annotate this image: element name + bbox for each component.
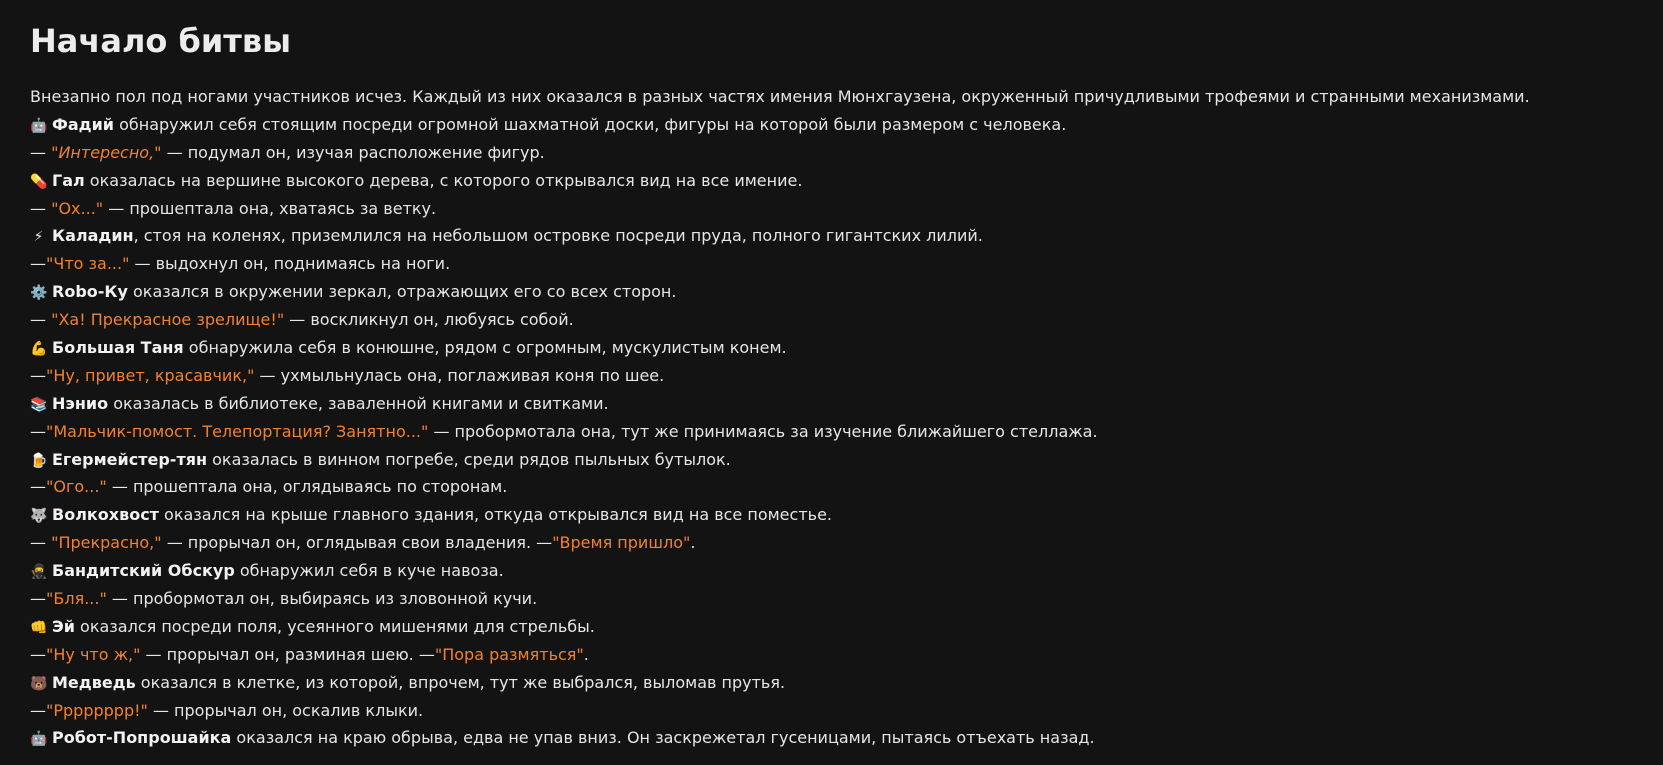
character-description: оказался в клетке, из которой, впрочем, тут же выбрался, выломав прутья.: [135, 672, 786, 692]
dialogue-line: [30, 139, 1633, 167]
pill-icon: 💊: [30, 173, 48, 190]
dialogue-narration: — пробормотала она, тут же принимаясь за изучение ближайшего стеллажа.: [428, 421, 1098, 441]
dialogue-line: [30, 195, 1633, 223]
dialogue-dash: —: [30, 421, 46, 441]
lightning-icon: ⚡: [33, 229, 44, 246]
dialogue-dash: —: [30, 700, 46, 720]
character-name: Робот-Попрошайка: [52, 728, 232, 748]
dialogue-narration: — прошептала она, хватаясь за ветку.: [103, 198, 437, 218]
ninja-icon: 🥷: [30, 564, 48, 581]
intro-paragraph: Внезапно пол под ногами участников исчез. Каждый из них оказался в разных частях имения Мюнхгаузена, окруженный причудливыми трофеями и странными механизмами.: [30, 87, 1530, 106]
fist-icon: 👊: [30, 619, 48, 636]
dialogue-narration: — выдохнул он, поднимаясь на ноги.: [129, 254, 451, 274]
books-icon: 📚: [30, 396, 48, 413]
character-description: обнаружила себя в конюшне, рядом с огромным, мускулистым конем.: [183, 338, 787, 358]
dialogue-line: [30, 418, 1633, 446]
dialogue-narration: — подумал он, изучая расположение фигур.: [161, 142, 545, 162]
character-name: Большая Таня: [52, 338, 184, 358]
dialogue-dash: —: [30, 310, 52, 330]
character-name: Каладин: [52, 226, 134, 246]
character-name: Нэнио: [52, 393, 109, 413]
character-name: Бандитский Обскур: [52, 561, 235, 581]
dialogue-quote: "Пора размяться": [434, 644, 584, 664]
dialogue-narration: .: [690, 533, 696, 553]
dialogue-line: [30, 250, 1633, 278]
dialogue-narration: — пробормотал он, выбираясь из зловонной кучи.: [106, 589, 538, 609]
dialogue-quote: "Что за...": [46, 254, 130, 274]
character-description: оказалась на вершине высокого дерева, с которого открывался вид на все имение.: [84, 170, 803, 190]
character-line: [30, 446, 1633, 474]
dialogue-narration: .: [583, 644, 589, 664]
dialogue-dash: —: [30, 254, 46, 274]
dialogue-quote: "Ха! Прекрасное зрелище!": [51, 310, 285, 330]
character-description: обнаружил себя стоящим посреди огромной шахматной доски, фигуры на которой были размером с человека.: [114, 114, 1067, 134]
character-line: [30, 724, 1633, 752]
character-line: [30, 111, 1633, 139]
dialogue-quote: "Рррррррр!": [46, 700, 148, 720]
dialogue-dash: —: [30, 142, 52, 162]
dialogue-dash: —: [30, 198, 52, 218]
robot-icon: 🤖: [30, 117, 48, 134]
character-description: оказался посреди поля, усеянного мишенями для стрельбы.: [74, 616, 595, 636]
character-name: Медведь: [52, 672, 136, 692]
story-content: [30, 83, 1633, 752]
character-line: [30, 669, 1633, 697]
dialogue-line: [30, 362, 1633, 390]
beer-mug-icon: 🍺: [30, 452, 48, 469]
character-line: [30, 613, 1633, 641]
character-description: оказалась в винном погребе, среди рядов пыльных бутылок.: [207, 449, 731, 469]
dialogue-line: [30, 585, 1633, 613]
character-description: оказался в окружении зеркал, отражающих его со всех сторон.: [127, 282, 677, 302]
page-title: Начало битвы: [30, 22, 291, 60]
character-description: оказался на краю обрыва, едва не упав вниз. Он заскрежетал гусеницами, пытаясь отъехать назад.: [231, 728, 1095, 748]
dialogue-quote: "Время пришло": [552, 533, 691, 553]
dialogue-dash: —: [30, 365, 46, 385]
character-line: [30, 222, 1633, 250]
dialogue-quote: "Ну, привет, красавчик,": [46, 365, 255, 385]
dialogue-quote: "Ну что ж,": [46, 644, 141, 664]
wolf-icon: 🐺: [30, 508, 48, 525]
character-description: , стоя на коленях, приземлился на небольшом островке посреди пруда, полного гигантских лилий.: [133, 226, 983, 246]
character-description: оказался на крыше главного здания, откуда открывался вид на все поместье.: [158, 505, 832, 525]
dialogue-quote: "Бля...": [46, 589, 107, 609]
bear-icon: 🐻: [30, 675, 48, 692]
dialogue-line: [30, 473, 1633, 501]
character-name: Robo-Ку: [52, 282, 128, 302]
dialogue-dash: —: [30, 477, 46, 497]
character-description: обнаружил себя в куче навоза.: [234, 561, 504, 581]
character-name: Гал: [52, 170, 85, 190]
robot-icon: 🤖: [30, 731, 48, 748]
character-line: [30, 167, 1633, 195]
dialogue-narration: — прошептала она, оглядываясь по сторонам.: [106, 477, 508, 497]
dialogue-quote: "Прекрасно,": [51, 533, 162, 553]
dialogue-narration: — прорычал он, разминая шею. —: [140, 644, 435, 664]
dialogue-narration: — прорычал он, оскалив клыки.: [147, 700, 424, 720]
dialogue-quote: "Мальчик-помост. Телепортация? Занятно...": [46, 421, 429, 441]
character-name: Волкохвост: [52, 505, 159, 525]
dialogue-line: [30, 641, 1633, 669]
character-line: [30, 278, 1633, 306]
character-line: [30, 557, 1633, 585]
dialogue-quote: "Ого...": [46, 477, 107, 497]
character-name: Эй: [52, 616, 75, 636]
character-line: [30, 501, 1633, 529]
character-name: Егермейстер-тян: [52, 449, 208, 469]
character-description: оказалась в библиотеке, заваленной книгами и свитками.: [108, 393, 609, 413]
character-line: [30, 334, 1633, 362]
dialogue-dash: —: [30, 589, 46, 609]
character-line: [30, 390, 1633, 418]
dialogue-quote: "Интересно,": [51, 142, 162, 162]
dialogue-line: [30, 306, 1633, 334]
dialogue-line: [30, 697, 1633, 725]
flexed-biceps-icon: 💪: [30, 341, 48, 358]
dialogue-narration: — прорычал он, оглядывая свои владения. —: [161, 533, 553, 553]
dialogue-dash: —: [30, 533, 52, 553]
dialogue-line: [30, 529, 1633, 557]
gear-icon: ⚙️: [30, 285, 48, 302]
dialogue-narration: — воскликнул он, любуясь собой.: [284, 310, 574, 330]
dialogue-dash: —: [30, 644, 46, 664]
dialogue-narration: — ухмыльнулась она, поглаживая коня по шее.: [254, 365, 665, 385]
character-name: Фадий: [52, 114, 115, 134]
dialogue-quote: "Ох...": [51, 198, 104, 218]
